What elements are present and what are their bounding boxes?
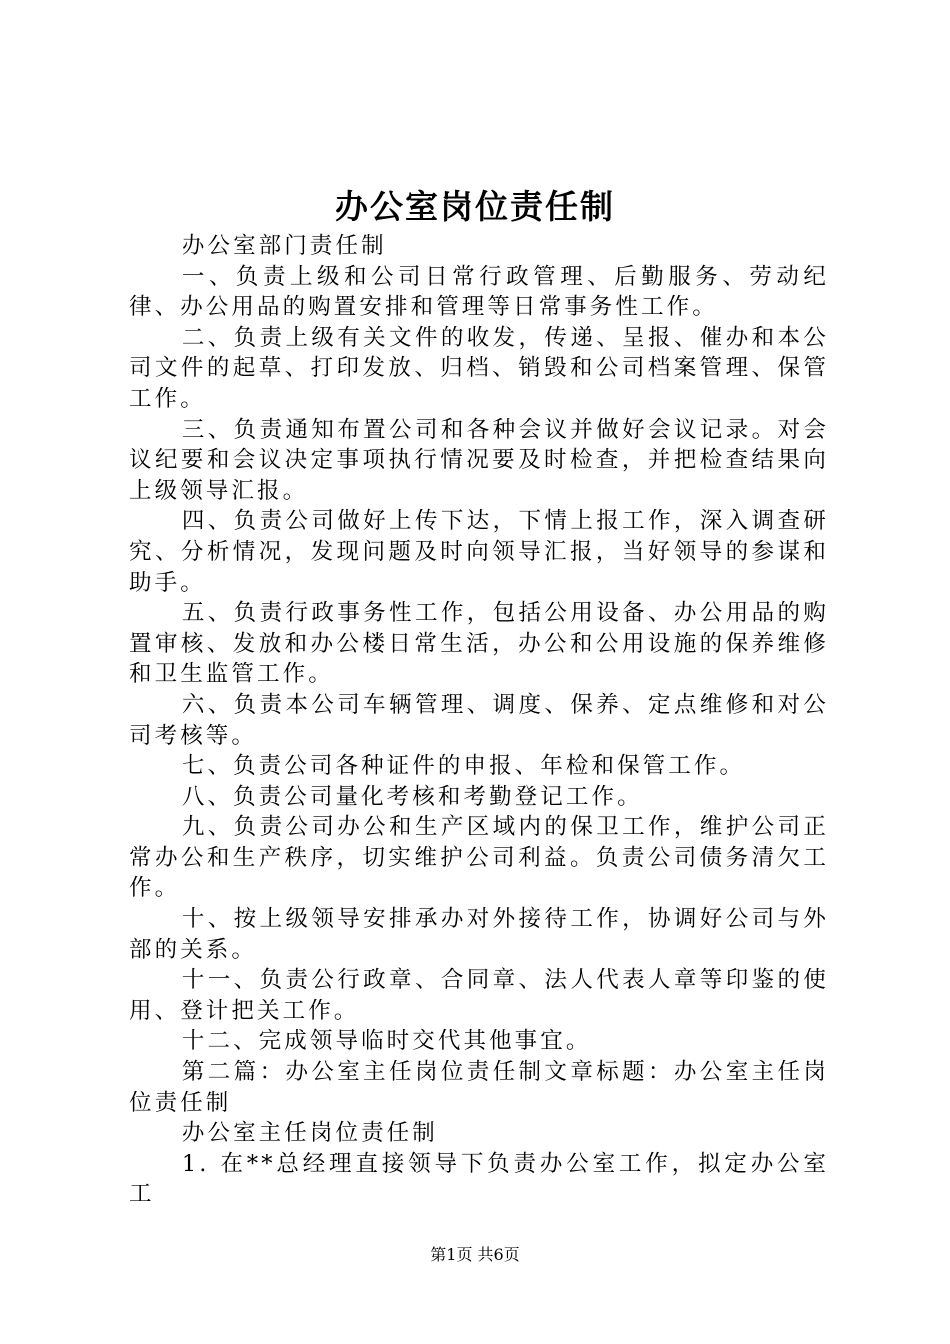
section-heading-part-2: 第二篇：办公室主任岗位责任制文章标题：办公室主任岗位责任制 (129, 1059, 829, 1116)
paragraph-item-4: 四、负责公司做好上传下达，下情上报工作，深入调查研究、分析情况，发现问题及时向领导汇报，当好领导的参谋和助手。 (129, 508, 829, 596)
paragraph-duty-1: 1. 在**总经理直接领导下负责办公室工作，拟定办公室工 (129, 1150, 829, 1208)
paragraph-item-9: 九、负责公司办公和生产区域内的保卫工作，维护公司正常办公和生产秩序，切实维护公司利益。负责公司债务清欠工作。 (129, 814, 829, 902)
paragraph-item-11: 十一、负责公行政章、合同章、法人代表人章等印鉴的使用、登计把关工作。 (129, 967, 829, 1024)
paragraph-intro: 办公室部门责任制 (181, 233, 387, 259)
paragraph-item-10: 十、按上级领导安排承办对外接待工作，协调好公司与外部的关系。 (129, 906, 829, 963)
paragraph-item-12: 十二、完成领导临时交代其他事宜。 (181, 1028, 592, 1055)
paragraph-item-5: 五、负责行政事务性工作，包括公用设备、办公用品的购置审核、发放和办公楼日常生活，办公和公用设施的保养维修和卫生监管工作。 (129, 600, 829, 688)
paragraph-item-2: 二、负责上级有关文件的收发，传递、呈报、催办和本公司文件的起草、打印发放、归档、销毁和公司档案管理、保管工作。 (129, 324, 829, 412)
paragraph-item-3: 三、负责通知布置公司和各种会议并做好会议记录。对会议纪要和会议决定事项执行情况要及时检查，并把检查结果向上级领导汇报。 (129, 416, 829, 504)
paragraph-item-6: 六、负责本公司车辆管理、调度、保养、定点维修和对公司考核等。 (129, 691, 829, 749)
paragraph-item-8: 八、负责公司量化考核和考勤登记工作。 (181, 783, 643, 810)
document-body (129, 231, 829, 1210)
paragraph-item-7: 七、负责公司各种证件的申报、年检和保管工作。 (181, 753, 746, 780)
paragraph-item-1: 一、负责上级和公司日常行政管理、后勤服务、劳动纪律、办公用品的购置安排和管理等日常事务性工作。 (129, 263, 829, 321)
page-footer: 第1页 共6页 (430, 1245, 520, 1264)
paragraph-subtitle: 办公室主任岗位责任制 (181, 1120, 438, 1147)
document-title: 办公室岗位责任制 (335, 187, 615, 226)
